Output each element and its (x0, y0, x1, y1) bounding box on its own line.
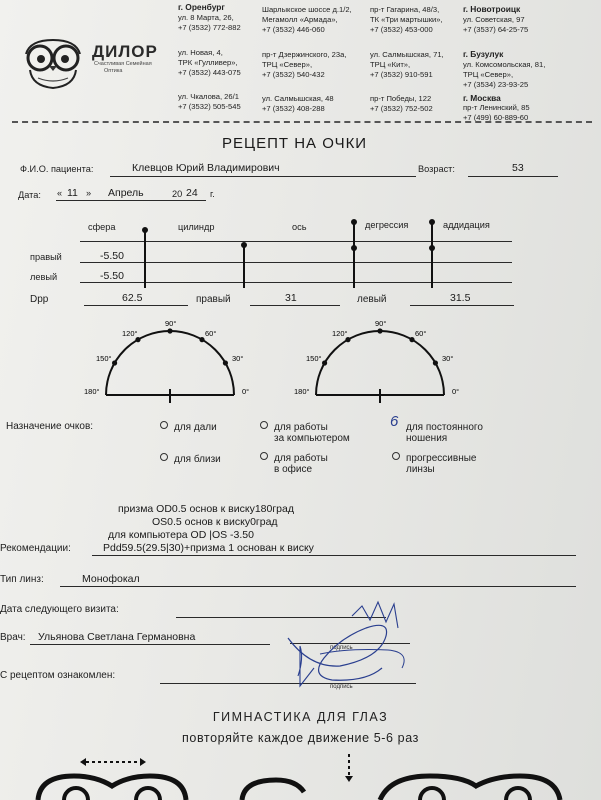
column-divider (144, 230, 146, 288)
lens-type-value: Монофокал (82, 573, 140, 585)
tick-90: 90° (165, 319, 177, 328)
lens-type-label: Тип линз: (0, 574, 44, 585)
exercise-subtitle: повторяйте каждое движение 5-6 раз (182, 731, 419, 745)
option-near-label: для близи (174, 454, 221, 465)
acknowledged-label: С рецептом ознакомлен: (0, 670, 116, 681)
recommendations-underline (92, 555, 576, 556)
address-line: +7 (3532) 408-288 (262, 103, 325, 113)
tick-120: 120° (332, 329, 348, 338)
dpp-value: 62.5 (122, 292, 143, 304)
address-line: ТРЦ «Север», (463, 69, 514, 79)
address-line: Мегамолл «Армада», (262, 14, 338, 24)
column-divider (243, 245, 245, 288)
dpp-underline (84, 305, 188, 306)
address-line: ул. Новая, 4, (178, 48, 223, 58)
header-divider (12, 121, 592, 123)
address-line: Шарлыкское шоссе д.1/2, (262, 5, 352, 14)
address-column-1 (178, 3, 241, 111)
exercise-title: ГИМНАСТИКА ДЛЯ ГЛАЗ (212, 710, 389, 724)
address-line: г. Новотроицк (463, 4, 521, 14)
tick-30: 30° (442, 354, 454, 363)
address-line: ул. Советская, 97 (463, 14, 525, 24)
column-divider (353, 222, 355, 288)
dpp-left-value: 31.5 (450, 292, 471, 304)
column-divider (431, 222, 433, 288)
date-year: 24 (186, 187, 198, 199)
option-constant-label-1: для постоянного (406, 422, 483, 433)
doctor-underline (30, 644, 270, 645)
age-label: Возраст: (418, 164, 455, 174)
option-progressive-label-2: линзы (406, 464, 435, 475)
address-line: ул. 8 Марта, 26, (178, 12, 234, 22)
axis-diagram-left (290, 315, 470, 410)
address-line: пр-т Гагарина, 48/3, (370, 5, 440, 14)
address-line: ТРЦ «Кит», (370, 60, 411, 70)
radio-circle-icon (160, 421, 168, 429)
note-line-2: OS0.5 основ к виску0град (152, 516, 278, 528)
right-sphere-value: -5.50 (100, 250, 124, 262)
address-line: +7 (3532) 505-545 (178, 101, 241, 111)
tick-150: 150° (306, 354, 322, 363)
address-column-3 (370, 5, 444, 113)
option-computer-label-1: для работы (274, 422, 328, 433)
header-axis: ось (292, 222, 307, 232)
checkmark-icon: 6 (390, 413, 399, 430)
dpp-right-label: правый (196, 294, 231, 305)
option-office[interactable] (260, 452, 328, 475)
address-line: ул. Салмышская, 48 (262, 93, 334, 103)
header-degression: дегрессия (365, 220, 409, 230)
address-line: ТРК «Гулливер», (178, 58, 238, 68)
address-line: +7 (3537) 64-25-75 (463, 24, 529, 34)
date-underline (56, 200, 206, 201)
option-near[interactable] (160, 453, 221, 465)
address-line: ул. Чкалова, 26/1 (178, 91, 239, 101)
radio-circle-icon (160, 453, 168, 461)
tick-180: 180° (84, 387, 100, 396)
date-quote-close: » (86, 188, 92, 198)
dpp-label: Dpp (30, 294, 49, 305)
divider-dot (142, 227, 148, 233)
option-computer-label-2: за компьютером (274, 433, 350, 444)
option-constant[interactable] (392, 421, 483, 444)
page-title: РЕЦЕПТ НА ОЧКИ (222, 135, 368, 152)
age-value: 53 (512, 162, 524, 174)
address-line: г. Москва (463, 92, 501, 103)
address-line: пр-т Победы, 122 (370, 93, 432, 103)
address-column-4 (463, 5, 545, 123)
date-day: 11 (67, 187, 78, 199)
address-line: +7 (499) 60-889-60 (463, 113, 529, 123)
doctor-label: Врач: (0, 632, 26, 643)
option-distance-label: для дали (174, 422, 217, 433)
recommendations-label: Рекомендации: (0, 543, 71, 554)
date-month: Апрель (108, 187, 144, 199)
left-sphere-value: -5.50 (100, 270, 124, 282)
dpp-right-underline (250, 305, 340, 306)
option-progressive[interactable] (392, 452, 476, 475)
date-quote-open: « (57, 188, 63, 198)
address-line: г. Оренбург (178, 2, 225, 12)
patient-name: Клевцов Юрий Владимирович (132, 162, 280, 174)
brand-tagline-2: Оптика (104, 68, 123, 74)
patient-label: Ф.И.О. пациента: (20, 164, 94, 174)
address-line: +7 (3532) 910-591 (370, 69, 433, 79)
next-visit-label: Дата следующего визита: (0, 604, 119, 615)
acknowledged-sign-caption: подпись (330, 684, 353, 690)
lens-type-underline (60, 586, 576, 587)
address-line: пр-т Дзержинского, 23а, (262, 50, 347, 60)
radio-circle-icon (260, 452, 268, 460)
divider-dot (429, 219, 435, 225)
address-line: +7 (3532) 446-060 (262, 24, 325, 34)
address-line: +7 (3534) 23-93-25 (463, 79, 529, 89)
axis-diagram-right (80, 315, 260, 410)
note-line-1: призма OD0.5 основ к виску180град (118, 503, 294, 515)
date-suffix: г. (210, 189, 215, 199)
tick-30: 30° (232, 354, 244, 363)
radio-circle-icon (392, 421, 400, 429)
address-line: ТК «Три мартышки», (370, 14, 443, 24)
divider-dot (351, 219, 357, 225)
address-line: +7 (3532) 453-000 (370, 24, 433, 34)
doctor-sign-caption: подпись (330, 645, 353, 651)
tick-60: 60° (415, 329, 427, 338)
option-distance[interactable] (160, 421, 217, 433)
option-constant-label-2: ношения (406, 433, 448, 444)
dpp-left-underline (410, 305, 514, 306)
address-line: +7 (3532) 772-882 (178, 22, 241, 32)
brand-tagline-1: Счастливая Семейная (94, 61, 152, 67)
divider-dot (241, 242, 247, 248)
address-line: ТРЦ «Север», (262, 60, 313, 70)
right-eye-label: правый (30, 252, 62, 262)
owl-logo-icon (20, 34, 86, 90)
address-column-2 (262, 5, 352, 113)
address-line: +7 (3532) 752-502 (370, 103, 433, 113)
address-line: пр-т Ленинский, 85 (463, 103, 530, 113)
option-office-label-2: в офисе (274, 464, 313, 475)
eye-exercise-illustrations (0, 752, 601, 800)
option-computer[interactable] (260, 421, 350, 444)
header-sphere: сфера (88, 222, 116, 232)
tick-0: 0° (242, 387, 250, 396)
purpose-label: Назначение очков: (6, 421, 94, 432)
tick-90: 90° (375, 319, 387, 328)
tick-120: 120° (122, 329, 138, 338)
signature-scribble (270, 598, 420, 698)
tick-150: 150° (96, 354, 112, 363)
patient-underline (110, 176, 416, 177)
header-cylinder: цилиндр (178, 222, 215, 232)
left-eye-label: левый (30, 272, 58, 282)
tick-60: 60° (205, 329, 217, 338)
brand-name: ДИЛОР (92, 42, 158, 61)
doctor-name: Ульянова Светлана Германовна (38, 631, 196, 643)
option-progressive-label-1: прогрессивные (406, 453, 477, 464)
address-line: ул. Салмышская, 71, (370, 50, 444, 60)
address-line: ул. Комсомольская, 81, (463, 60, 546, 70)
dpp-right-value: 31 (285, 292, 297, 304)
dpp-left-label: левый (357, 294, 387, 305)
address-line: +7 (3532) 540-432 (262, 69, 325, 79)
divider-dot (429, 245, 435, 251)
recommendations-value: Pdd59.5(29.5|30)+призма 1 основан к виску (103, 542, 314, 554)
radio-circle-icon (392, 452, 400, 460)
note-line-3: для компьютера OD |OS -3.50 (108, 529, 254, 541)
option-office-label-1: для работы (274, 453, 328, 464)
radio-circle-icon (260, 421, 268, 429)
divider-dot (351, 245, 357, 251)
header-addition: аддидация (443, 220, 490, 230)
address-line: +7 (3532) 443-075 (178, 67, 241, 77)
date-label: Дата: (18, 190, 41, 200)
age-underline (468, 176, 558, 177)
date-year-prefix: 20 (172, 189, 183, 199)
tick-180: 180° (294, 387, 310, 396)
address-line: г. Бузулук (463, 49, 504, 60)
tick-0: 0° (452, 387, 460, 396)
